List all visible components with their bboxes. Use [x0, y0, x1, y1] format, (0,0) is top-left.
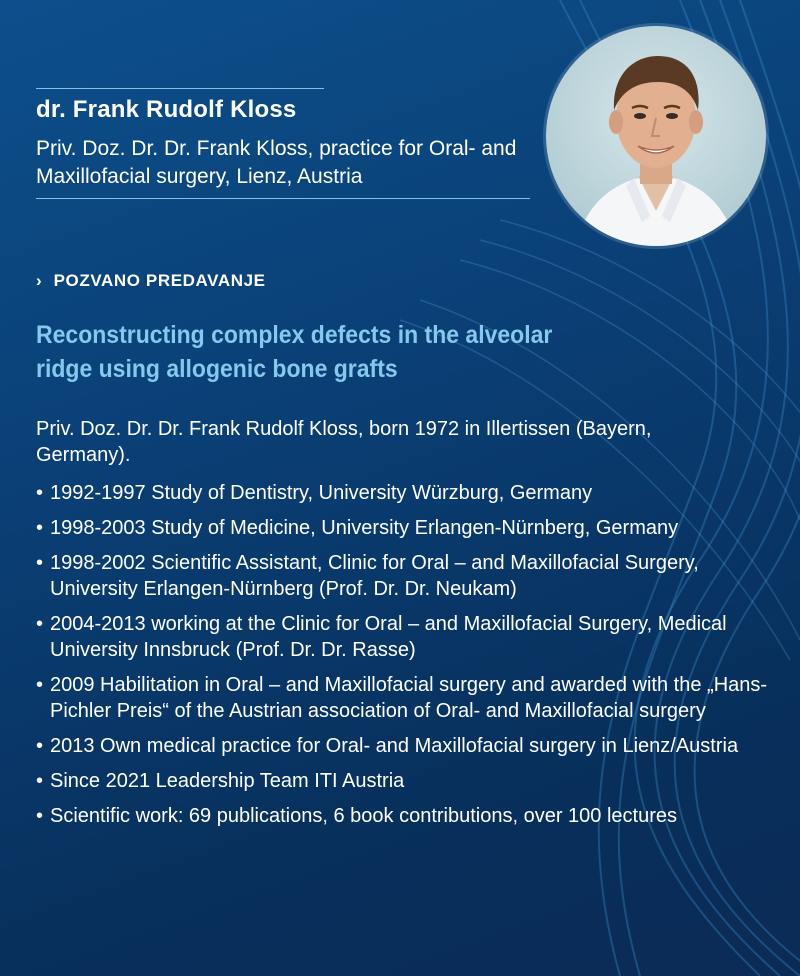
list-item-text: 2013 Own medical practice for Oral- and Maxillofacial surgery in Lienz/Austria [50, 735, 739, 757]
list-item-text: 1998-2003 Study of Medicine, University Erlangen-Nürnberg, Germany [50, 517, 679, 539]
list-item-text: 2009 Habilitation in Oral – and Maxillofacial surgery and awarded with the „Hans-Pichler Preis“ of the Austrian association of Oral- and Maxillofacial surgery [50, 674, 768, 722]
list-item [36, 672, 776, 724]
list-item-text: Since 2021 Leadership Team ITI Austria [50, 770, 405, 792]
bullet-icon: • [36, 770, 44, 792]
bullet-icon: • [36, 482, 44, 504]
bottom-divider [36, 198, 530, 199]
speaker-affiliation: Priv. Doz. Dr. Dr. Frank Kloss, practice for Oral- and Maxillofacial surgery, Lienz, Austria [36, 137, 517, 188]
bullet-icon: • [36, 552, 44, 574]
section-label-text: POZVANO PREDAVANJE [53, 271, 266, 290]
list-item-text: 2004-2013 working at the Clinic for Oral – and Maxillofacial Surgery, Medical University Innsbruck (Prof. Dr. Dr. Rasse) [50, 613, 727, 661]
list-item-text: 1998-2002 Scientific Assistant, Clinic for Oral – and Maxillofacial Surgery, University Erlangen-Nürnberg (Prof. Dr. Dr. Neukam) [50, 552, 699, 600]
speaker-name: dr. Frank Rudolf Kloss [36, 96, 297, 123]
bio-list [36, 480, 776, 838]
chevron-right-icon: › [36, 271, 43, 290]
speaker-photo [546, 26, 766, 246]
list-item [36, 550, 776, 602]
list-item-text: 1992-1997 Study of Dentistry, University Würzburg, Germany [50, 482, 593, 504]
list-item [36, 480, 776, 506]
list-item [36, 515, 776, 541]
list-item [36, 733, 776, 759]
top-divider [36, 88, 324, 89]
bio-intro: Priv. Doz. Dr. Dr. Frank Rudolf Kloss, born 1972 in Illertissen (Bayern, Germany). [36, 418, 652, 466]
list-item-text: Scientific work: 69 publications, 6 book contributions, over 100 lectures [50, 805, 678, 827]
section-label [36, 271, 266, 291]
list-item [36, 611, 776, 663]
list-item [36, 803, 776, 829]
bullet-icon: • [36, 613, 44, 635]
bullet-icon: • [36, 674, 44, 696]
bullet-icon: • [36, 805, 44, 827]
bullet-icon: • [36, 517, 44, 539]
list-item [36, 768, 776, 794]
talk-title: Reconstructing complex defects in the alveolar ridge using allogenic bone grafts [36, 321, 553, 383]
bullet-icon: • [36, 735, 44, 757]
